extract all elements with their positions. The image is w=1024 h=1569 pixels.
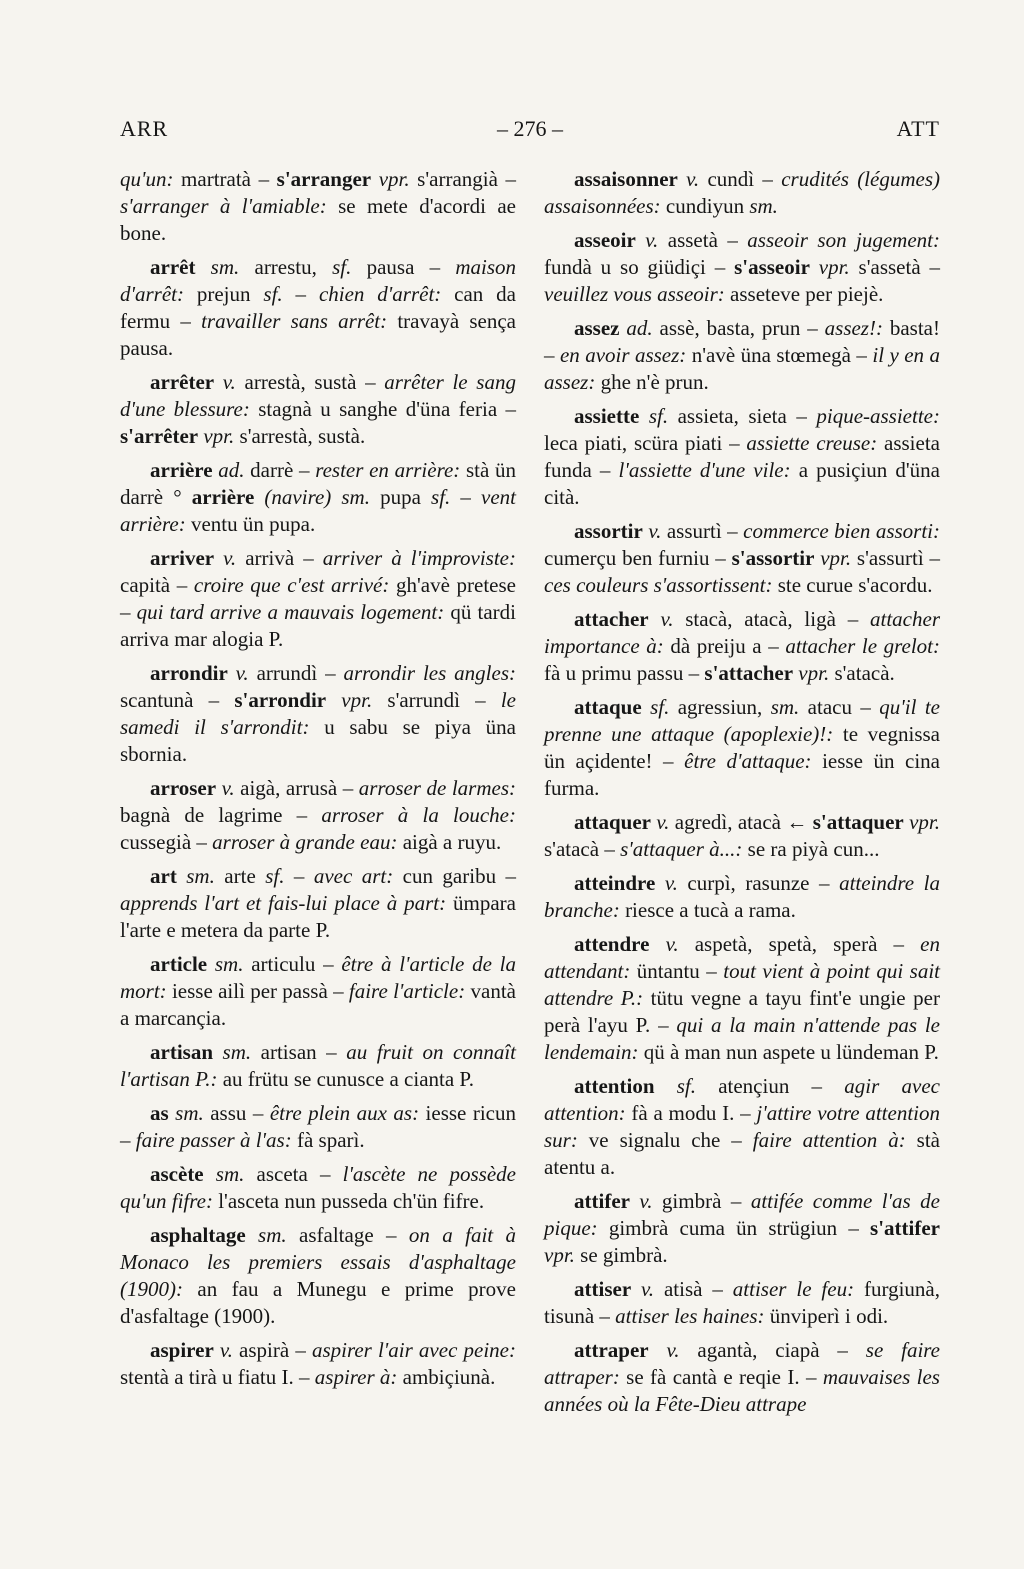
entry-text: tout vient à point qui sait attendre P.: [544,959,940,1010]
entry-text: s'assurtì – [851,546,941,570]
entry-text: gimbrà cuma ün strügiun – [597,1216,871,1240]
entry-text: vpr. [326,688,373,712]
entry-text: sf. [639,404,669,428]
running-head-left: ARR [120,116,169,141]
entry-text: pausa – [351,255,456,279]
entry-text: sf. [641,695,670,719]
entry-text: mauvaises les années où la Fête-Dieu attrape [544,1365,940,1416]
entry-text: arrundì – [248,661,344,685]
headword: attaquer [574,810,651,834]
entry-text: stacà, atacà, ligà – [673,607,871,631]
entry-text: gimbrà – [652,1189,751,1213]
entry-text: sm. [770,695,800,719]
entry-text: v. [635,228,659,252]
entry-text: faire attention à: [752,1128,906,1152]
headword: s'attifer [870,1216,940,1240]
entry-text: au frütu se cunusce a cianta P. [217,1067,475,1091]
dictionary-entry [544,1276,940,1330]
headword: attention [574,1074,655,1098]
entry-text: assez!: [824,316,883,340]
entry-text: riesce a tucà a rama. [619,898,796,922]
entry-text: commerce bien assorti: [743,519,941,543]
entry-text: v. [214,546,237,570]
entry-text: v. [213,1338,233,1362]
entry-text: assieta funda – [544,431,940,482]
entry-text: s'atacà. [829,661,895,685]
dictionary-entry [120,1222,516,1330]
entry-text: vantà a marcançia. [120,979,516,1030]
dictionary-entry [544,1337,940,1418]
headword: assez [574,316,620,340]
entry-text: sm. [203,1162,245,1186]
entry-text: aspirer l'air avec peine: [311,1338,516,1362]
entry-text: sf. [265,864,285,888]
entry-text: gh'avè pretese – [120,573,516,624]
entry-text: asfaltage – [286,1223,409,1247]
headword: as [150,1101,169,1125]
dictionary-entry [120,1039,516,1093]
entry-text: atençiun – [695,1074,845,1098]
entry-text: fà a modu I. – [625,1101,757,1125]
entry-text: vpr. [903,810,941,834]
left-column [120,166,516,1425]
entry-text: s'arrundì – [372,688,501,712]
entry-text: qü à man nun aspete u lündeman P. [638,1040,939,1064]
entry-text: ümpara l'arte e metera da parte P. [120,891,516,942]
entry-text: asseteve per piejè. [724,282,884,306]
entry-text: – [284,864,314,888]
entry-text: assu – [203,1101,270,1125]
dictionary-entry [120,951,516,1032]
entry-text: cundì – [699,167,782,191]
dictionary-entry [544,606,940,687]
entry-text: sf. [431,485,451,509]
entry-text: qu'un: [120,167,174,191]
entry-text: dà preiju a – [663,634,786,658]
dictionary-entry [120,863,516,944]
headword: attaque [574,695,642,719]
entry-text: attifée comme l'as de pique: [544,1189,941,1240]
entry-text: qui tard arrive a mauvais logement: [136,600,445,624]
entry-text: vpr. [809,255,850,279]
entry-text: martratà – [173,167,277,191]
headword: attacher [574,607,649,631]
dictionary-entry [544,870,940,924]
entry-text: sm. [176,864,215,888]
entry-text: tütu vegne a tayu fint'e ungie per perà l'ayu P. – [544,986,940,1037]
entry-text: il y en a assez: [544,343,940,394]
entry-text: agressiun, [669,695,771,719]
entry-text: ghe n'è prun. [595,370,709,394]
entry-text: aigà, arrusà – [234,776,359,800]
dictionary-entry [544,1073,940,1181]
dictionary-entry [544,403,940,511]
entry-text: asseoir son jugement: [747,228,940,252]
entry-text: articulu – [243,952,342,976]
entry-text: attiser le feu: [732,1277,855,1301]
entry-text: stà ün darrè ° [120,458,516,509]
entry-text: fà u primu passu – [544,661,705,685]
entry-text: assè, basta, prun – [652,316,825,340]
entry-text: arroser de larmes: [358,776,517,800]
headword: arrière [191,485,255,509]
headword: asseoir [574,228,636,252]
dictionary-entry [544,1188,940,1269]
entry-text: rester en arrière: [315,458,461,482]
dictionary-entry [544,518,940,599]
headword: attifer [574,1189,630,1213]
entry-text: scantunà – [120,688,235,712]
entry-text: agredì, atacà ← [669,810,813,834]
entry-text: ve signalu che – [577,1128,753,1152]
entry-text: iesse ailì per passà – [166,979,349,1003]
headword: attendre [574,932,650,956]
headword: arroser [150,776,217,800]
entry-text: cussegià – [120,830,213,854]
dictionary-entry [120,775,516,856]
entry-text: v. [629,1189,653,1213]
entry-text: être d'attaque: [684,749,812,773]
entry-text: se faire attraper: [544,1338,940,1389]
entry-text: sm. [213,1040,252,1064]
entry-text: v. [227,661,249,685]
dictionary-entry [120,545,516,653]
headword: asphaltage [150,1223,246,1247]
entry-text: stentà a tirà u fiatu I. – [120,1365,315,1389]
entry-text: üntantu – [630,959,724,983]
headword: assiette [574,404,640,428]
entry-text: assurtì – [661,519,744,543]
entry-text: crudités (légumes) assaisonnées: [544,167,940,218]
entry-text: s'arranger à l'amiable: [120,194,327,218]
entry-text: cumerçu ben furniu – [544,546,732,570]
entry-text: vpr. [371,167,410,191]
headword: arrêter [150,370,215,394]
entry-text: vpr. [814,546,852,570]
headword: arrière [150,458,213,482]
entry-text: arroser à grande eau: [212,830,398,854]
entry-text: a pusiçiun d'üna cità. [544,458,940,509]
entry-text: iesse ricun – [120,1101,516,1152]
entry-text: en avoir assez: [559,343,687,367]
headword: aspirer [150,1338,214,1362]
entry-text: ambiçiunà. [397,1365,496,1389]
entry-text: au fruit on connaît l'artisan P.: [120,1040,516,1091]
entry-text: sm. [168,1101,204,1125]
headword: assaisonner [574,167,678,191]
dictionary-entry [120,1337,516,1391]
entry-text: bagnà de lagrime – [120,803,322,827]
entry-text: se gimbrà. [574,1243,668,1267]
entry-text: v. [648,607,674,631]
dictionary-entry [120,166,516,247]
entry-text: veuillez vous asseoir: [544,282,725,306]
entry-text: être à l'article de la mort: [120,952,517,1003]
entry-text: an fau a Munegu e prime prove d'asfaltage (1900). [120,1277,516,1328]
dictionary-entry [120,369,516,450]
entry-text: j'attire votre attention sur: [544,1101,940,1152]
entry-text: v. [651,810,670,834]
entry-text: sm. [195,255,240,279]
entry-text: cun garibu – [393,864,517,888]
entry-text: faire l'article: [348,979,466,1003]
entry-text: sm. [245,1223,287,1247]
entry-text: s'arrangià – [409,167,516,191]
entry-text: basta! – [544,316,940,367]
entry-text: aigà a ruyu. [397,830,502,854]
headword: s'arrêter [120,424,199,448]
entry-text: v. [649,932,679,956]
page-header [120,116,940,146]
entry-text: attiser les haines: [615,1304,765,1328]
entry-text: aspirà – [232,1338,312,1362]
entry-text: fundà u so giüdiçi – [544,255,735,279]
headword: attiser [574,1277,632,1301]
entry-text: maison d'arrêt: [120,255,516,306]
entry-text: apprends l'art et fais-lui place à part: [120,891,447,915]
dictionary-entry [544,166,940,220]
entry-text: pique-assiette: [816,404,940,428]
entry-text: être plein aux as: [269,1101,420,1125]
entry-text: ad. [619,316,653,340]
entry-text: faire passer à l'as: [135,1128,292,1152]
entry-text: arrondir les angles: [343,661,516,685]
entry-text: vent arrière: [120,485,516,536]
entry-text: stagnà u sanghe d'üna feria – [249,397,516,421]
headword: arrondir [150,661,228,685]
entry-text: se mete d'acordi ae bone. [120,194,516,245]
entry-text: s'arrestà, sustà. [234,424,366,448]
headword: s'arranger [276,167,372,191]
entry-text: avec art: [313,864,394,888]
entry-text: atisà – [654,1277,733,1301]
entry-text: travayà sença pausa. [120,309,516,360]
entry-text: – [282,282,319,306]
headword: assortir [574,519,643,543]
headword: attraper [574,1338,649,1362]
entry-text: v. [655,871,678,895]
entry-text: fà sparì. [291,1128,365,1152]
entry-text: aspirer à: [314,1365,398,1389]
dictionary-entry [544,931,940,1066]
dictionary-entry [544,694,940,802]
entry-text: vpr. [544,1243,575,1267]
entry-text: prejun [183,282,264,306]
dictionary-entry [120,457,516,538]
headword: art [150,864,177,888]
headword: atteindre [574,871,656,895]
entry-text: arrêter le sang d'une blessure: [120,370,516,421]
entry-text: vpr. [793,661,830,685]
entry-text: qu'il te prenne une attaque (apoplexie)!: [544,695,940,746]
headword: arriver [150,546,215,570]
entry-text: sm. [749,194,778,218]
entry-text: darrè – [244,458,316,482]
headword: s'asseoir [734,255,810,279]
headword: s'attaquer [812,810,904,834]
dictionary-entry [544,809,940,863]
entry-text: u sabu se piya üna sbornia. [120,715,516,766]
entry-text: on a fait à Monaco les premiers essais d'asphaltage (1900): [120,1223,516,1301]
entry-text: travailler sans arrêt: [201,309,388,333]
dictionary-entry [120,1100,516,1154]
entry-text: stà atentu a. [544,1128,941,1179]
entry-text: vpr. [198,424,235,448]
dictionary-entry [120,254,516,362]
entry-text: – [450,485,482,509]
headword: article [150,952,208,976]
entry-text: arrestu, [239,255,333,279]
text-columns [120,166,940,1425]
entry-text: arrivà – [236,546,323,570]
entry-text: furgiunà, tisunà – [544,1277,940,1328]
entry-text: n'avè üna stœmegà – [686,343,873,367]
entry-text: artisan – [251,1040,347,1064]
entry-text: qü tardi arriva mar alogia P. [120,600,517,651]
entry-text: ste curue s'acordu. [772,573,933,597]
entry-text: v. [214,370,236,394]
page-number: – 276 – [497,116,563,141]
headword: s'attacher [704,661,794,685]
entry-text: asceta – [244,1162,343,1186]
entry-text: se fà cantà e reqie I. – [619,1365,823,1389]
entry-text: arrestà, sustà – [235,370,385,394]
dictionary-entry [544,227,940,308]
entry-text: sf. [263,282,283,306]
entry-text: assieta, sieta – [668,404,817,428]
entry-text: (navire) sm. [254,485,370,509]
headword: ascète [150,1162,204,1186]
entry-text: l'asceta nun pusseda ch'ün fifre. [212,1189,485,1213]
entry-text: can da fermu – [120,282,517,333]
entry-text: s'assetà – [849,255,940,279]
entry-text: cundiyun [660,194,750,218]
running-head-right: ATT [896,116,940,141]
entry-text: v. [642,519,662,543]
entry-text: assetà – [658,228,748,252]
entry-text: assiette creuse: [746,431,878,455]
entry-text: agantà, ciapà – [679,1338,866,1362]
entry-text: s'atacà – [544,837,621,861]
entry-text: le samedi il s'arrondit: [120,688,516,739]
entry-text: te vegnissa ün açidente! – [544,722,940,773]
entry-text: croire que c'est arrivé: [193,573,390,597]
entry-text: pupa [369,485,432,509]
entry-text: capità – [120,573,194,597]
entry-text: ünviperì i odi. [764,1304,889,1328]
entry-text: ventu ün pupa. [185,512,316,536]
entry-text: v. [677,167,700,191]
dictionary-entry [120,1161,516,1215]
entry-text: leca piati, scüra piati – [544,431,747,455]
entry-text: v. [648,1338,680,1362]
entry-text: arte [214,864,266,888]
entry-text: qui a la main n'attende pas le lendemain: [544,1013,940,1064]
entry-text: atteindre la branche: [544,871,941,922]
headword: artisan [150,1040,213,1064]
entry-text: ad. [212,458,245,482]
entry-text: ces couleurs s'assortissent: [544,573,773,597]
entry-text: l'ascète ne possède qu'un fifre: [120,1162,516,1213]
entry-text: arroser à la louche: [321,803,516,827]
entry-text: en attendant: [544,932,940,983]
entry-text: arriver à l'improviste: [322,546,516,570]
entry-text: sf. [332,255,352,279]
right-column [544,166,940,1425]
entry-text: agir avec attention: [544,1074,940,1125]
entry-text: curpì, rasunze – [677,871,840,895]
dictionary-entry [544,315,940,396]
headword: s'arrondir [234,688,327,712]
entry-text: aspetà, spetà, sperà – [678,932,921,956]
entry-text: sf. [654,1074,696,1098]
entry-text: chien d'arrêt: [318,282,442,306]
dictionary-entry [120,660,516,768]
entry-text: attacher le grelot: [785,634,941,658]
entry-text: v. [631,1277,655,1301]
entry-text: se ra piyà cun... [742,837,880,861]
entry-text: sm. [207,952,244,976]
headword: s'assortir [731,546,815,570]
entry-text: iesse ün cina furma. [544,749,941,800]
entry-text: atacu – [799,695,880,719]
entry-text: s'attaquer à...: [620,837,743,861]
entry-text: attacher importance à: [544,607,940,658]
entry-text: l'assiette d'une vile: [618,458,791,482]
headword: arrêt [150,255,196,279]
entry-text: v. [216,776,235,800]
